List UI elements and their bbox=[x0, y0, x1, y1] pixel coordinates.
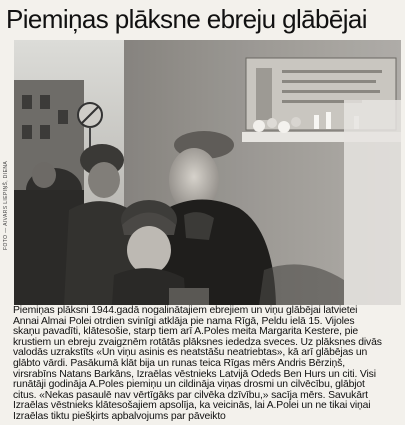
body-line: glābto vārdi. Pasākumā klāt bija un runas teica Rīgas mērs Andris Bērziņš, bbox=[13, 357, 345, 369]
body-line: valodās uzrakstīts «Un viņu asinis es neatstāšu neatriebtas», kā arī glābējas un bbox=[13, 347, 368, 359]
headline: Piemiņas plāksne ebreju glābējai bbox=[6, 4, 367, 34]
photo-credit: FOTO — AIVARS LIEPIŅŠ, DIENA bbox=[3, 160, 9, 250]
article-body bbox=[13, 306, 401, 423]
body-line: Izraēlas tiktu piešķirts apbalvojums par pāveikto bbox=[13, 410, 226, 422]
body-line: virsrabīns Natans Barkāns, Izraēlas vēstnieks Latvijā Odeds Ben Hurs un citi. Visi bbox=[13, 368, 376, 380]
body-line: Annai Almai Polei otrdien svinīgi atklāja pie nama Rīgā, Peldu ielā 15. Vijoles bbox=[13, 315, 355, 327]
body-line: krustiem un ebreju zvaigznēm rotātās plāksnes iededza sveces. Uz plāksnes divās bbox=[13, 336, 382, 348]
body-line: citus. «Nekas pasaulē nav vērtīgāks par cilvēka dzīvību,» sacīja mērs. Savukārt bbox=[13, 389, 368, 401]
body-line: Piemiņas plāksni 1944.gadā nogalinātajiem ebrejiem un viņu glābējai latvietei bbox=[13, 305, 358, 316]
news-photo bbox=[14, 40, 401, 305]
body-line: skaņu pavadīti, klātesošie, starp tiem arī A.Poles meita Margarita Kestere, pie bbox=[13, 326, 359, 338]
body-line: runātāji godināja A.Poles piemiņu un cildināja viņas drosmi un cilvēcību, glābjot bbox=[13, 379, 365, 391]
body-line: Izraēlas vēstnieks klātesošajiem apsolīja, ka veicinās, lai A.Polei un ne tikai viņai bbox=[13, 400, 371, 412]
